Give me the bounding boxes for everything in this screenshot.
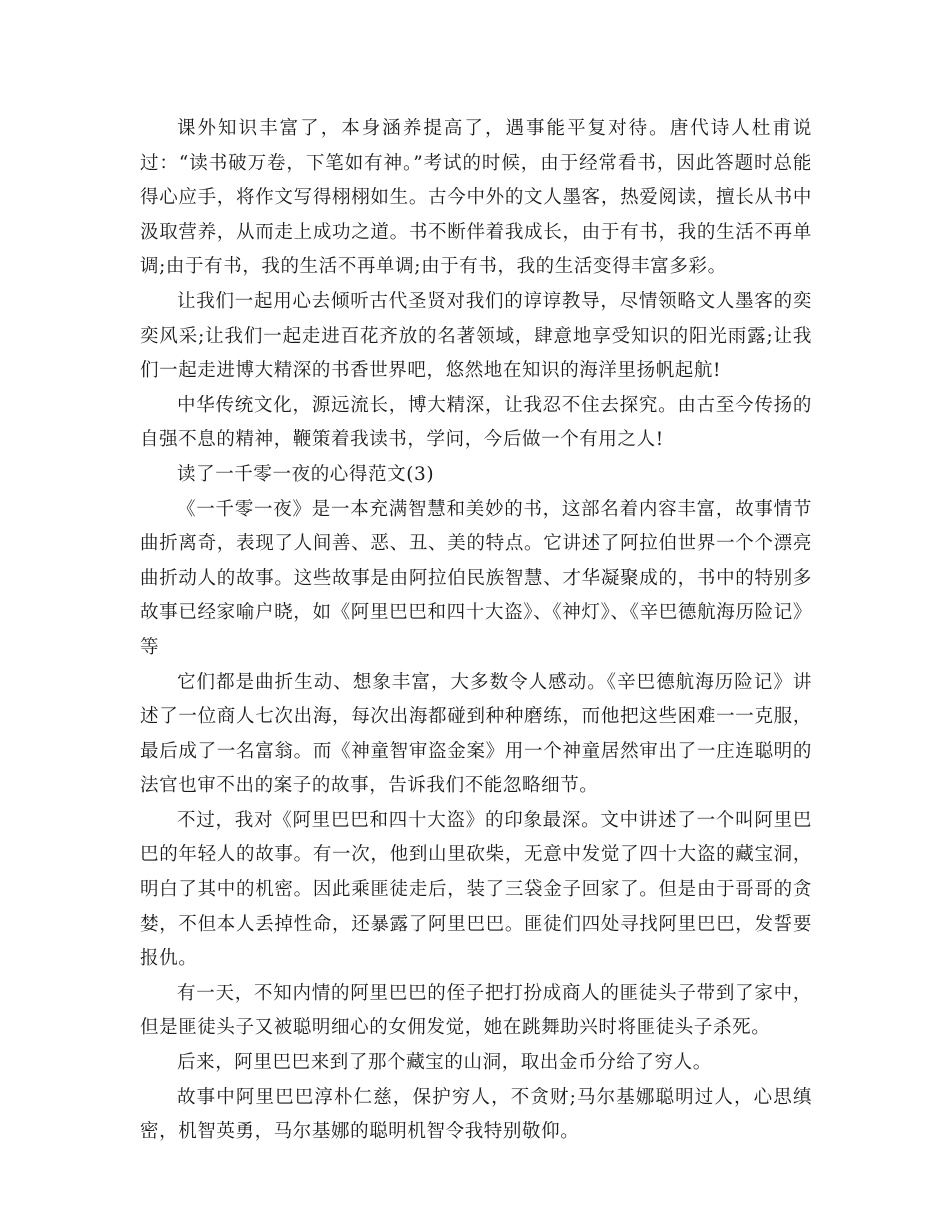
document-body — [140, 112, 812, 1150]
paragraph-ali-baba-story: 不过，我对《阿里巴巴和四十大盗》的印象最深。文中讲述了一个叫阿里巴巴的年轻人的故事。有一次，他到山里砍柴，无意中发觉了四十大盗的藏宝洞，明白了其中的机密。因此乘匪徒走后，装了三袋金子回家了。但是由于哥哥的贪婪，不但本人丢掉性命，还暴露了阿里巴巴。匪徒们四处寻找阿里巴巴，发誓要报仇。 — [140, 809, 812, 970]
section-title: 读了一千零一夜的心得范文(3) — [177, 463, 435, 485]
paragraph-gold-to-poor: 后来，阿里巴巴来到了那个藏宝的山洞，取出金币分给了穷人。 — [177, 1052, 712, 1074]
paragraph-stories-moving: 它们都是曲折生动、想象丰富，大多数令人感动。《辛巴德航海历险记》讲述了一位商人七次出海，每次出海都碰到种种磨练，而他把这些困难一一克服，最后成了一名富翁。而《神童智审盗金案》用一个神童居然审出了一庄连聪明的法官也审不出的案子的故事，告诉我们不能忽略细节。 — [140, 671, 812, 797]
paragraph-traditional-culture: 中华传统文化，源远流长，博大精深，让我忍不住去探究。由古至今传扬的自强不息的精神，鞭策着我读书，学问，今后做一个有用之人! — [140, 394, 812, 451]
paragraph-book-intro: 《一千零一夜》是一本充满智慧和美妙的书，这部名着内容丰富，故事情节曲折离奇，表现了人间善、恶、丑、美的特点。它讲述了阿拉伯世界一个个漂亮曲折动人的故事。这些故事是由阿拉伯民族智慧、才华凝聚成的，书中的特别多故事已经家喻户晓，如《阿里巴巴和四十大盗》、《神灯》、《辛巴德航海历险记》等 — [140, 498, 812, 658]
paragraph-listen-to-sages: 让我们一起用心去倾听古代圣贤对我们的谆谆教导，尽情领略文人墨客的奕奕风采;让我们一起走进百花齐放的名著领域，肆意地享受知识的阳光雨露;让我们一起走进博大精深的书香世界吧，悠然地在知识的海洋里扬帆起航! — [140, 290, 812, 382]
paragraph-character-admiration: 故事中阿里巴巴淳朴仁慈，保护穷人，不贪财;马尔基娜聪明过人，心思缜密，机智英勇，马尔基娜的聪明机智令我特别敬仰。 — [140, 1086, 812, 1143]
paragraph-maid-discovers: 有一天，不知内情的阿里巴巴的侄子把打扮成商人的匪徒头子带到了家中，但是匪徒头子又被聪明细心的女佣发觉，她在跳舞助兴时将匪徒头子杀死。 — [140, 982, 812, 1039]
paragraph-reading-benefits: 课外知识丰富了，本身涵养提高了，遇事能平复对待。唐代诗人杜甫说过：“读书破万卷，下笔如有神。”考试的时候，由于经常看书，因此答题时总能得心应手，将作文写得栩栩如生。古今中外的文人墨客，热爱阅读，擅长从书中汲取营养，从而走上成功之道。书不断伴着我成长，由于有书，我的生活不再单调;由于有书，我的生活不再单调;由于有书，我的生活变得丰富多彩。 — [140, 118, 812, 278]
